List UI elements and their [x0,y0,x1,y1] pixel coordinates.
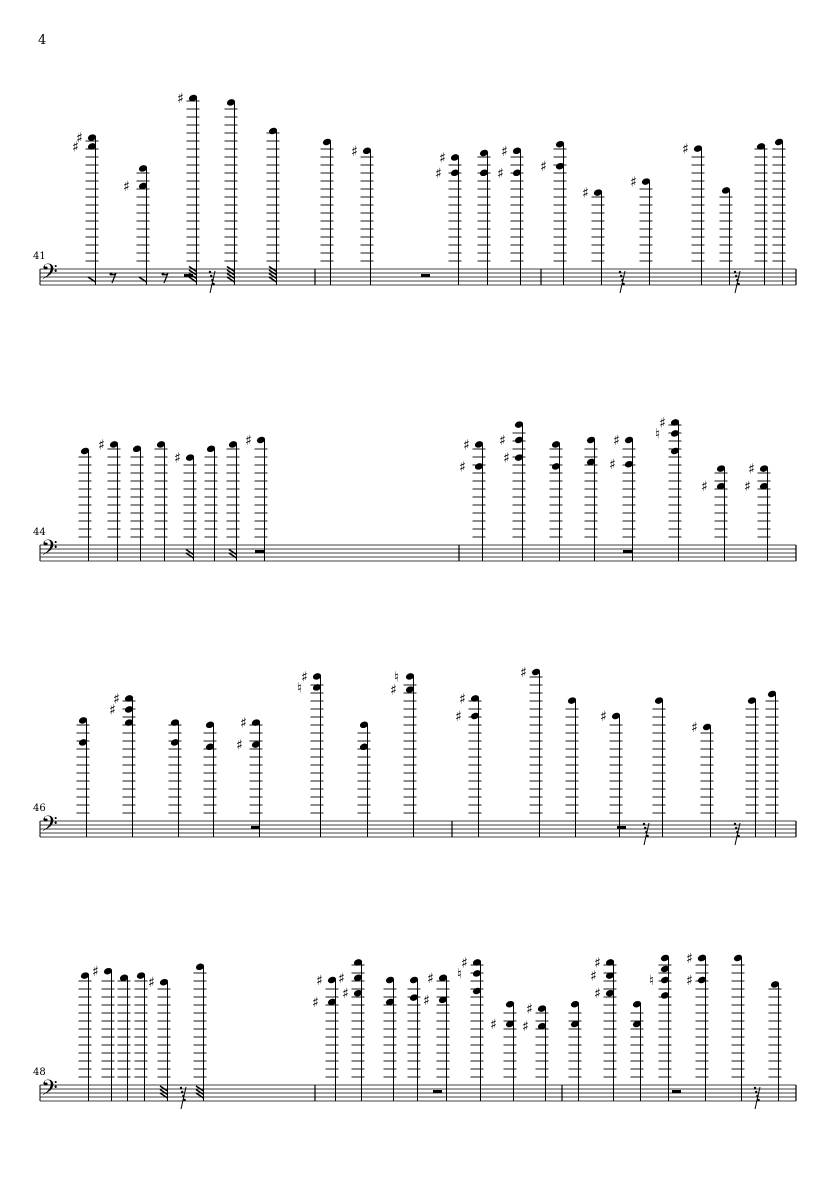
sharp-sign: ♯ [92,964,99,981]
sharp-sign: ♯ [691,720,698,736]
note [522,1002,549,1101]
note [600,709,623,837]
note [520,665,543,837]
note [649,954,672,1101]
natural-sign: ♮ [297,680,303,697]
rest-dot [183,1099,185,1101]
rest-dot [736,831,738,833]
rest-dot [646,835,648,837]
eighth-rest-dot [110,273,113,276]
note [590,955,617,1101]
note [135,971,148,1101]
bass-clef: 𝄢 [41,536,58,566]
note [225,98,238,285]
sharp-sign: ♯ [351,143,358,160]
sixteenth-rest [180,1087,186,1109]
sharp-sign: ♯ [113,691,120,708]
sharp-sign: ♯ [390,682,397,699]
sharp-sign: ♯ [501,143,508,160]
sharp-sign: ♯ [600,709,607,725]
note [155,440,168,561]
note [384,976,397,1101]
note [566,696,579,837]
sharp-sign: ♯ [540,159,547,176]
sharp-sign: ♯ [503,450,510,467]
half-rest [251,826,260,829]
rest-dot [620,275,622,277]
natural-sign: ♮ [394,669,400,686]
note [390,669,417,837]
sharp-sign: ♯ [342,986,349,1003]
sixteenth-rest [619,271,625,293]
half-rest [672,1090,681,1093]
note [79,447,92,561]
sharp-sign: ♯ [174,450,181,467]
sharp-sign: ♯ [177,91,184,107]
natural-sign: ♮ [649,973,655,989]
note [478,149,491,285]
note [755,142,768,285]
note [455,691,482,837]
sharp-sign: ♯ [423,992,430,1009]
sharp-sign: ♯ [148,975,155,992]
rest-dot [734,271,736,273]
sharp-sign: ♯ [526,1001,533,1018]
sharp-sign: ♯ [427,970,434,987]
sharp-sign: ♯ [659,415,666,432]
natural-sign: ♮ [655,426,661,443]
sharp-sign: ♯ [463,437,470,454]
sharp-sign: ♯ [609,457,616,474]
sharp-sign: ♯ [497,165,504,182]
note [686,951,709,1101]
system [33,415,796,566]
system [33,91,796,293]
sharp-sign: ♯ [686,951,693,967]
sharp-sign: ♯ [435,165,442,182]
note [194,962,207,1101]
note [701,464,728,561]
sixteenth-rest [754,1087,760,1109]
note [338,958,365,1101]
note [655,415,682,561]
rest-stem [620,271,625,293]
note [631,1000,644,1101]
sharp-sign: ♯ [630,174,637,191]
sharp-sign: ♯ [499,433,506,449]
note [174,451,197,561]
sharp-sign: ♯ [594,955,601,972]
note [766,690,779,837]
note [148,975,171,1101]
rest-dot [737,835,739,837]
rest-dot [619,271,621,273]
note [630,175,653,285]
note [351,144,374,285]
sharp-sign: ♯ [338,970,345,987]
note [267,127,280,285]
note [358,720,371,837]
sharp-sign: ♯ [682,141,689,158]
bass-clef: 𝄢 [41,812,58,842]
note [582,186,605,285]
rest-dot [734,823,736,825]
note [227,440,240,561]
rest-dot [622,283,624,285]
sharp-sign: ♯ [613,433,620,449]
sharp-sign: ♯ [245,433,252,449]
note [118,973,131,1101]
sharp-sign: ♯ [439,150,446,167]
rest-stem [735,271,740,293]
sharp-sign: ♯ [461,955,468,972]
rest-dot [756,1095,758,1097]
sharp-sign: ♯ [522,1019,529,1036]
sharp-sign: ♯ [459,459,466,476]
note [457,955,484,1101]
half-rest [617,826,626,829]
note [77,716,90,837]
rest-dot [757,1099,759,1101]
natural-sign: ♮ [457,966,463,983]
note [540,140,567,285]
rest-stem [755,1087,760,1109]
note [109,691,136,837]
rest-dot [182,1095,184,1097]
half-rest [623,550,632,553]
sharp-sign: ♯ [76,130,83,147]
sharp-sign: ♯ [520,665,527,681]
rest-dot [737,283,739,285]
note [169,718,182,837]
sharp-sign: ♯ [701,479,708,496]
sharp-sign: ♯ [744,479,751,496]
rest-dot [180,1087,182,1089]
system [33,951,796,1109]
rest-dot [735,275,737,277]
rest-dot [643,823,645,825]
sharp-sign: ♯ [316,973,323,989]
bass-clef: 𝄢 [41,1076,58,1106]
page-number: 4 [38,33,47,48]
note [653,696,666,837]
note [408,976,421,1101]
rest-dot [209,271,211,273]
note [609,433,636,561]
rest-stem [181,1087,186,1109]
sixteenth-rest [209,271,215,293]
sharp-sign: ♯ [72,139,79,156]
sharp-sign: ♯ [236,737,243,754]
note [435,150,462,285]
sharp-sign: ♯ [686,973,693,989]
rest-dot [735,827,737,829]
sixteenth-rest [734,271,740,293]
note [744,462,771,561]
note [245,433,268,561]
note [131,444,144,561]
rest-dot [211,279,213,281]
note [585,436,598,561]
rest-dot [736,279,738,281]
rest-dot [644,827,646,829]
note [79,971,92,1101]
note [204,720,217,837]
bass-clef: 𝄢 [41,260,58,290]
note [98,437,121,561]
note [720,186,733,285]
note [205,444,218,561]
sharp-sign: ♯ [98,437,105,454]
note [569,1000,582,1101]
note [682,142,705,285]
sixteenth-rest [734,823,740,845]
sharp-sign: ♯ [455,709,462,725]
note [497,144,524,285]
note [123,164,150,285]
sharp-sign: ♯ [301,669,308,686]
note [312,973,339,1101]
half-rest [433,1090,442,1093]
eighth-rest-dot [162,273,165,276]
rest-dot [210,275,212,277]
note [321,138,334,285]
note [177,91,200,285]
rest-dot [621,279,623,281]
sharp-sign: ♯ [123,179,130,195]
sharp-sign: ♯ [594,986,601,1003]
rest-dot [212,283,214,285]
measure-number: 46 [33,803,46,814]
rest-dot [754,1087,756,1089]
half-rest [421,274,430,277]
sharp-sign: ♯ [748,461,755,478]
system [33,665,796,845]
rest-stem [210,271,215,293]
sharp-sign: ♯ [590,968,597,985]
sharp-sign: ♯ [582,185,589,202]
sharp-sign: ♯ [490,1017,497,1033]
note [459,437,486,561]
sharp-sign: ♯ [312,995,319,1011]
sharp-sign: ♯ [459,691,466,708]
note [769,980,782,1101]
note [236,716,263,837]
note [550,440,563,561]
note [72,131,99,285]
note [499,420,526,561]
measure-number: 44 [33,527,46,538]
note [691,720,714,837]
note [92,964,115,1101]
sharp-sign: ♯ [109,702,116,719]
note [297,669,324,837]
rest-dot [181,1091,183,1093]
rest-dot [645,831,647,833]
note [746,696,759,837]
note [490,1000,517,1101]
rest-dot [755,1091,757,1093]
note [423,971,450,1101]
rest-stem [735,823,740,845]
half-rest [184,274,193,277]
measure-number: 48 [33,1067,46,1078]
sixteenth-rest [643,823,649,845]
note [773,138,786,285]
half-rest [255,550,264,553]
note [732,954,745,1101]
sharp-sign: ♯ [240,715,247,732]
rest-stem [644,823,649,845]
measure-number: 41 [33,251,46,262]
